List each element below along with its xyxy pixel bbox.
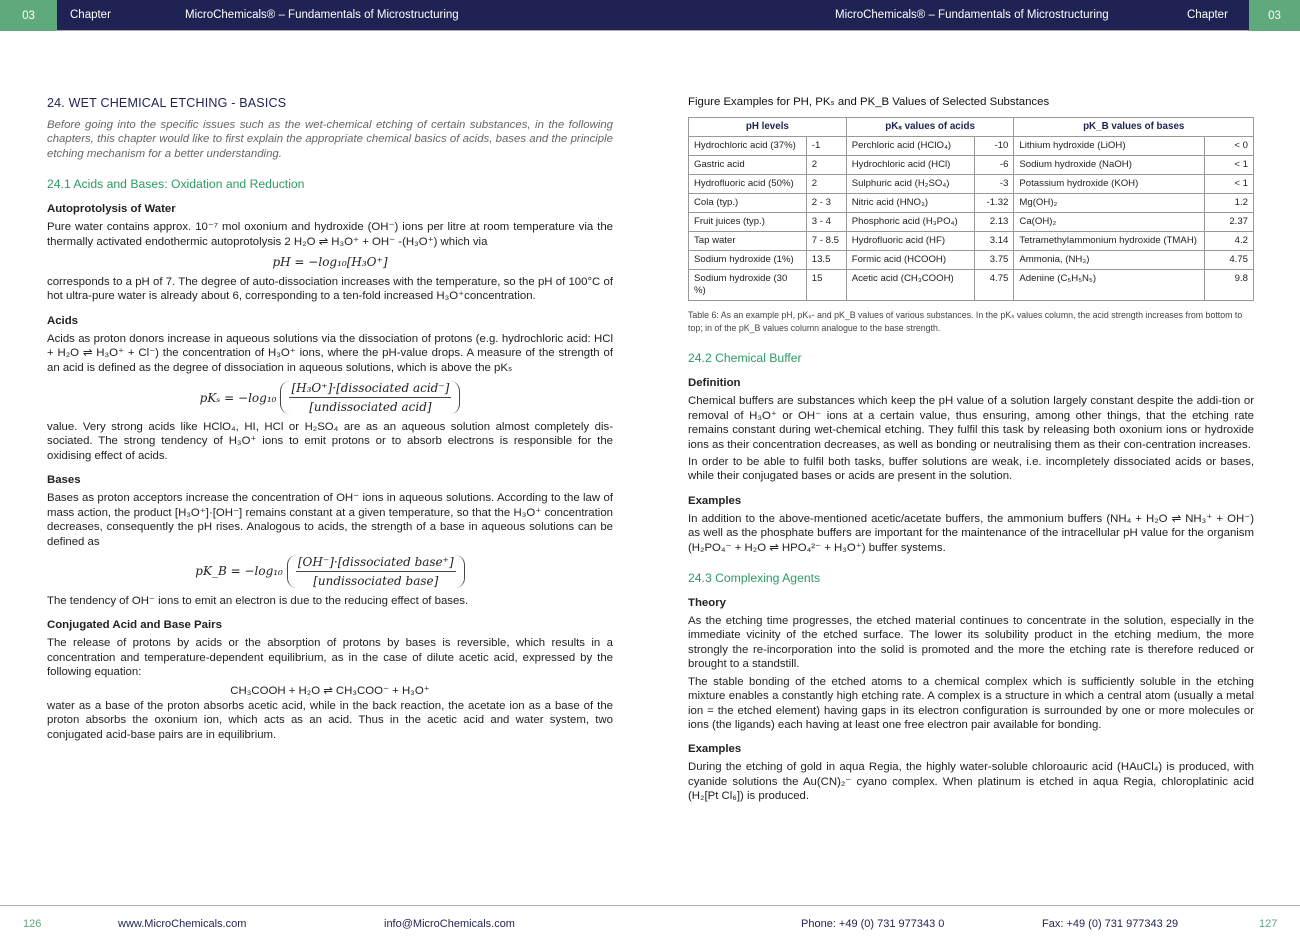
value-cell: 4.2 (1205, 232, 1254, 251)
value-cell: -1.32 (975, 194, 1014, 213)
value-cell: 4.75 (975, 270, 1014, 301)
acids-text: Acids as proton donors increase in aqueous solutions via the dissociation of protons (e.g. hydrochloric acid: HCl + H₂O ⇌ H₃O⁺ + Cl⁻) the concentration of H₃O⁺ ions, where the pH-value drops. A measure of the strength of an acid is defined as the degree of dissociation in aqueous solutions, which is above the pKₛ (47, 332, 613, 374)
substance-cell: Ca(OH)₂ (1014, 213, 1205, 232)
book-title-left: MicroChemicals® – Fundamentals of Microstructuring (185, 9, 459, 21)
bases-text-2: The tendency of OH⁻ ions to emit an electron is due to the reducing effect of bases. (47, 594, 469, 607)
acetic-equation: CH₃COOH + H₂O ⇌ CH₃COO⁻ + H₃O⁺ (230, 684, 430, 697)
value-cell: 15 (806, 270, 846, 301)
acids-text-2: value. Very strong acids like HClO₄, HI, HCl or H₂SO₄ are as an aqueous solution almost completely dis-sociated. The strong tendency of H₃O⁺ ions to emit protons or to absorb electrons is responsible for the oxidising effect of acids. (47, 421, 613, 462)
autoprotolysis-text-2: corresponds to a pH of 7. The degree of auto-dissociation increases with the temperature, so the pH of 100°C of hot ultra-pure water is already about 6, corresponding to a ten-fold increased H₃O⁺concentration. (47, 276, 613, 303)
table-row (689, 194, 1254, 213)
pkb-denominator: [undissociated base] (313, 573, 439, 588)
intro-text: Before going into the specific issues such as the wet-chemical etching of certain substances, in the following chapters, this chapter would like to first explain the appropriate chemical basics of acids, bases and the principle etching mechanism for a better understanding. (47, 119, 613, 160)
substance-cell: Sodium hydroxide (30 %) (689, 270, 807, 301)
column-header: pKₛ values of acids (846, 118, 1014, 137)
substance-cell: Sodium hydroxide (NaOH) (1014, 156, 1205, 175)
substance-cell: Sodium hydroxide (1%) (689, 251, 807, 270)
examples-text: In addition to the above-mentioned acetic/acetate buffers, the ammonium buffers (NH₄ + H₂O ⇌ NH₃⁺ + OH⁻) as well as the phosphate buffers are important for the maintenance of the intracellular pH value for the organism (H₂PO₄⁻ + H₂O ⇌ HPO₄²⁻ + H₃O⁺) buffer systems. (688, 512, 1254, 554)
website-link[interactable]: www.MicroChemicals.com (118, 918, 247, 930)
chapter-label-left: Chapter (70, 9, 111, 21)
subheading-theory: Theory (688, 597, 726, 610)
value-cell: 13.5 (806, 251, 846, 270)
substance-cell: Phosphoric acid (H₃PO₄) (846, 213, 975, 232)
pks-denominator: [undissociated acid] (309, 400, 432, 415)
value-cell: -3 (975, 175, 1014, 194)
figure-title: Figure Examples for PH, PKₛ and PK_B Values of Selected Substances (688, 96, 1050, 108)
table-caption: Table 6: As an example pH, pKₛ- and pK_B values of various substances. In the pKₛ values column, the acid strength increases from bottom to top; in of the pK_B values column analogue to the base strength. (688, 310, 1243, 334)
bases-text: Bases as proton acceptors increase the concentration of OH⁻ ions in aqueous solutions. According to the law of mass action, the product [H₃O⁺]·[OH⁻] remains constant at a given temperature, so that the H₃O⁺ concentration decreases, consequently the pH rises. Analogous to acids, the strength of a base in aqueous solutions can be defined as (47, 492, 613, 548)
value-cell: 2.37 (1205, 213, 1254, 232)
value-cell: 2.13 (975, 213, 1014, 232)
substance-cell: Gastric acid (689, 156, 807, 175)
value-cell: 7 - 8.5 (806, 232, 846, 251)
substance-cell: Adenine (C₅H₅N₅) (1014, 270, 1205, 301)
right-page-column (688, 95, 1254, 804)
value-cell: 3.14 (975, 232, 1014, 251)
pk-values-table (688, 117, 1254, 301)
substance-cell: Hydrochloric acid (37%) (689, 137, 807, 156)
table-row (689, 213, 1254, 232)
substance-cell: Nitric acid (HNO₃) (846, 194, 975, 213)
substance-cell: Fruit juices (typ.) (689, 213, 807, 232)
section-heading-24-1: 24.1 Acids and Bases: Oxidation and Reduction (47, 177, 305, 192)
pks-lhs: pKₛ = −log₁₀ (199, 390, 277, 405)
column-header: pK_B values of bases (1014, 118, 1254, 137)
page-number-right: 127 (1259, 918, 1278, 930)
substance-cell: Hydrofluoric acid (HF) (846, 232, 975, 251)
substance-cell: Mg(OH)₂ (1014, 194, 1205, 213)
subheading-autoprotolysis: Autoprotolysis of Water (47, 203, 176, 216)
pkb-numerator: [OH⁻]·[dissociated base⁺] (296, 555, 456, 572)
value-cell: 2 (806, 175, 846, 194)
table-row (689, 232, 1254, 251)
value-cell: -10 (975, 137, 1014, 156)
value-cell: 9.8 (1205, 270, 1254, 301)
substance-cell: Acetic acid (CH₃COOH) (846, 270, 975, 301)
table-row (689, 270, 1254, 301)
pks-numerator: [H₃O⁺]·[dissociated acid⁻] (289, 381, 451, 398)
value-cell: 3.75 (975, 251, 1014, 270)
table-header-row (689, 118, 1254, 137)
table-row (689, 251, 1254, 270)
section-heading-24-3: 24.3 Complexing Agents (688, 571, 821, 586)
footer-divider (0, 905, 1300, 906)
substance-cell: Tetramethylammonium hydroxide (TMAH) (1014, 232, 1205, 251)
value-cell: 2 (806, 156, 846, 175)
substance-cell: Hydrochloric acid (HCl) (846, 156, 975, 175)
column-header: pH levels (689, 118, 847, 137)
phone-number: Phone: +49 (0) 731 977343 0 (801, 918, 945, 930)
subheading-definition: Definition (688, 377, 741, 390)
value-cell: 4.75 (1205, 251, 1254, 270)
value-cell: < 1 (1205, 175, 1254, 194)
theory-text-2: The stable bonding of the etched atoms to a chemical complex which is sufficiently soluble in the etching mixture enables a constantly high etching rate. A complex is a structure in which a central atom (usually a metal ion = the etched element) having gaps in its electron configuration is surrounded by one or more molecules or ions (the ligands) each having at least one free electron pair available for bonding. (688, 675, 1254, 731)
pks-formula (47, 381, 613, 414)
subheading-conjugated: Conjugated Acid and Base Pairs (47, 619, 222, 632)
examples-text-2: During the etching of gold in aqua Regia, the highly water-soluble chloroauric acid (HAuCl₄) is produced, with cyanide solutions the Au(CN)₂⁻ cyano complex. When platinum is etched in aqua Regia, chloroplatinic acid (H₂[Pt Cl₆]) is produced. (688, 761, 1254, 803)
pkb-lhs: pK_B = −log₁₀ (195, 564, 283, 579)
subheading-examples-2: Examples (688, 743, 742, 756)
value-cell: -6 (975, 156, 1014, 175)
table-row (689, 137, 1254, 156)
chapter-number-right: 03 (1249, 0, 1300, 31)
fax-number: Fax: +49 (0) 731 977343 29 (1042, 918, 1179, 930)
pkb-formula (47, 555, 613, 588)
page-header (0, 0, 1300, 31)
substance-cell: Tap water (689, 232, 807, 251)
subheading-acids: Acids (47, 314, 79, 327)
value-cell: 2 - 3 (806, 194, 846, 213)
subheading-bases: Bases (47, 474, 81, 487)
chapter-number-left: 03 (0, 0, 57, 31)
substance-cell: Lithium hydroxide (LiOH) (1014, 137, 1205, 156)
value-cell: < 1 (1205, 156, 1254, 175)
chapter-label-right: Chapter (1187, 9, 1228, 21)
page-title: 24. WET CHEMICAL ETCHING - BASICS (47, 96, 287, 110)
substance-cell: Perchloric acid (HClO₄) (846, 137, 975, 156)
definition-text-2: In order to be able to fulfil both tasks, buffer solutions are weak, i.e. incompletely dissociated acids or bases, while their conjugated bases or acids are present in the solution. (688, 456, 1254, 483)
pkb-fraction (287, 555, 465, 588)
substance-cell: Formic acid (HCOOH) (846, 251, 975, 270)
table-row (689, 175, 1254, 194)
email-link[interactable]: info@MicroChemicals.com (384, 918, 515, 930)
table-row (689, 156, 1254, 175)
value-cell: 3 - 4 (806, 213, 846, 232)
substance-cell: Hydrofluoric acid (50%) (689, 175, 807, 194)
pks-fraction (280, 381, 460, 414)
conjugated-text: The release of protons by acids or the absorption of protons by bases is reversible, which results in a concentration and temperature-dependent equilibrium, as in the case of dilute acetic acid, expressed by the following equation: (47, 637, 613, 679)
ph-formula: pH = −log₁₀[H₃O⁺] (272, 255, 388, 270)
left-page-column (47, 96, 613, 742)
definition-text: Chemical buffers are substances which keep the pH value of a solution largely constant despite the addi-tion or removal of H₃O⁺ or OH⁻ ions at a certain value, thus ensuring, among other things, that the etching rate remains constant during wet-chemical etching. They fulfil this task by releasing both oxonium ions or hydroxide ions as their concentration decreases, as well as bonding or neutralising them as their con-centration increases. (688, 395, 1254, 451)
book-title-right: MicroChemicals® – Fundamentals of Microstructuring (835, 9, 1109, 21)
substance-cell: Potassium hydroxide (KOH) (1014, 175, 1205, 194)
substance-cell: Sulphuric acid (H₂SO₄) (846, 175, 975, 194)
value-cell: -1 (806, 137, 846, 156)
subheading-examples: Examples (688, 494, 742, 507)
conjugated-text-2: water as a base of the proton absorbs acetic acid, while in the back reaction, the acetate ion as a base of the proton absorbs the oxonium ion, which acts as an acid. Thus in the acetic acid and water system, two conjugated acid-base pairs are in equilibrium. (47, 699, 613, 741)
section-heading-24-2: 24.2 Chemical Buffer (688, 351, 802, 366)
autoprotolysis-text: Pure water contains approx. 10⁻⁷ mol oxonium and hydroxide (OH⁻) ions per litre at room temperature via the thermally activated endothermic autoprotolysis 2 H₂O ⇌ H₃O⁺ + OH⁻ -(H₃O⁺) which via (47, 221, 613, 248)
theory-text: As the etching time progresses, the etched material continues to concentrate in the solution, especially in the immediate vicinity of the etched surface. The lower its solubility product in the etching medium, the more strongly the re-incorporation into the solid is promoted and the more the etching rate is therefore reduced or brought to a standstill. (688, 615, 1254, 671)
page-number-left: 126 (23, 918, 42, 930)
value-cell: < 0 (1205, 137, 1254, 156)
substance-cell: Cola (typ.) (689, 194, 807, 213)
substance-cell: Ammonia, (NH₃) (1014, 251, 1205, 270)
value-cell: 1.2 (1205, 194, 1254, 213)
